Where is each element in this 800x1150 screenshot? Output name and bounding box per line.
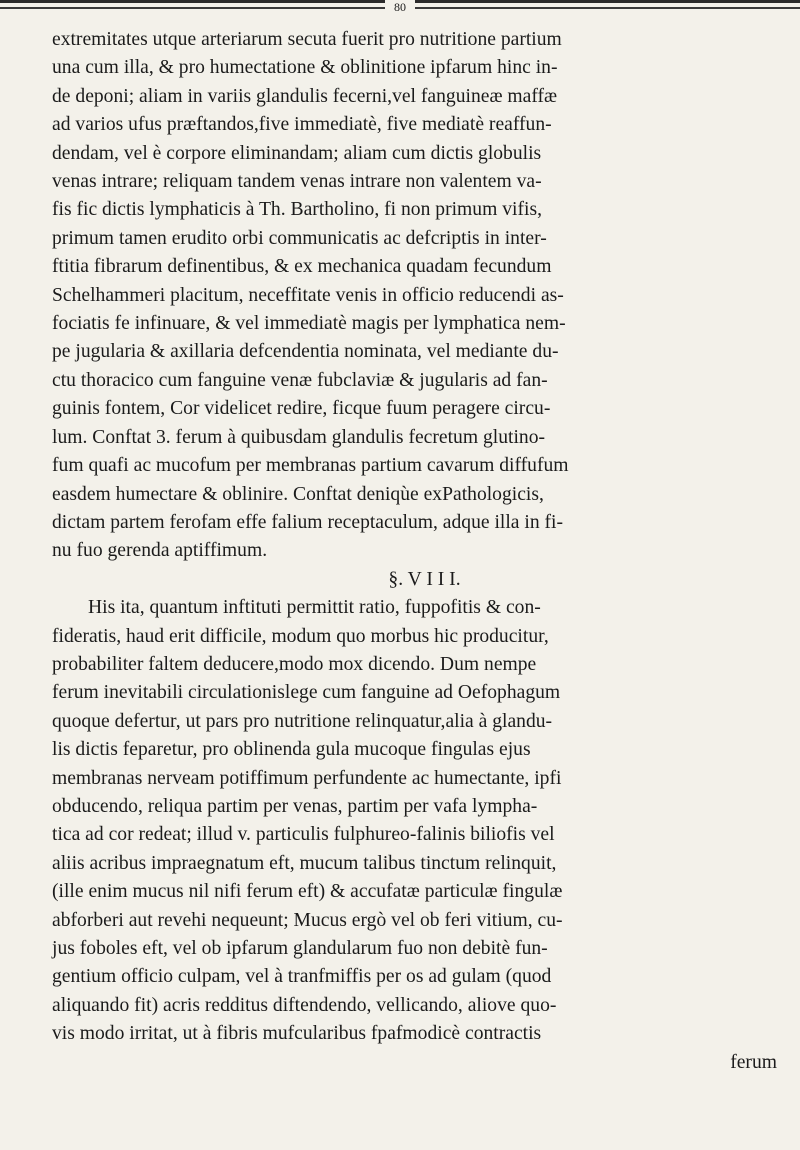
text-line: dendam, vel è corpore eliminandam; aliam cum dictis globulis (52, 142, 542, 164)
text-line: primum tamen erudito orbi communicatis ac defcriptis in inter- (52, 227, 547, 249)
text-line: guinis fontem, Cor videlicet redire, ficque fuum peragere circu- (52, 398, 551, 420)
text-line: ad varios ufus præftandos,five immediatè, five mediatè reaffun- (52, 114, 552, 136)
text-line: pe jugularia & axillaria defcendentia nominata, vel mediante du- (52, 341, 559, 363)
catchword: ferum (730, 1051, 777, 1073)
text-line: ferum inevitabili circulationislege cum fanguine ad Oefophagum (52, 682, 561, 704)
text-line: nu fuo gerenda aptiffimum. (52, 540, 268, 562)
text-line: ctu thoracico cum fanguine venæ fubclaviæ & jugularis ad fan- (52, 369, 548, 391)
text-line: extremitates utque arteriarum secuta fuerit pro nutritione partium (52, 29, 562, 50)
text-line: (ille enim mucus nil nifi ferum eft) & accufatæ particulæ fingulæ (52, 881, 563, 903)
text-line: probabiliter faltem deducere,modo mox dicendo. Dum nempe (52, 653, 537, 675)
section-heading: §. V I I I. (388, 568, 461, 590)
text-line: lum. Conftat 3. ferum à quibusdam glandulis fecretum glutino- (52, 426, 546, 448)
text-line: fis fic dictis lymphaticis à Th. Bartholino, fi non primum vifis, (52, 199, 542, 221)
text-line: tica ad cor redeat; illud v. particulis fulphureo-falinis biliofis vel (52, 824, 555, 846)
text-line: una cum illa, & pro humectatione & oblinitione ipfarum hinc in- (52, 57, 558, 79)
text-line: venas intrare; reliquam tandem venas intrare non valentem va- (52, 171, 542, 193)
text-line: membranas nerveam potiffimum perfundente ac humectante, ipfi (52, 767, 562, 789)
text-line: obducendo, reliqua partim per venas, partim per vafa lympha- (52, 795, 538, 817)
text-line: abforberi aut revehi nequeunt; Mucus ergò vel ob feri vitium, cu- (52, 909, 563, 931)
text-line: jus foboles eft, vel ob ipfarum glandularum fuo non debitè fun- (52, 938, 548, 959)
text-line: fum quafi ac mucofum per membranas partium cavarum diffufum (52, 455, 569, 477)
text-line: His ita, quantum inftituti permittit ratio, fuppofitis & con- (88, 597, 541, 619)
page-number: 80 (385, 0, 415, 14)
text-line: aliquando fit) acris redditus diftendendo, vellicando, aliove quo- (52, 994, 557, 1016)
text-line: de deponi; aliam in variis glandulis fecerni,vel fanguineæ maffæ (52, 85, 558, 107)
text-line: lis dictis feparetur, pro oblinenda gula mucoque fingulas ejus (52, 739, 531, 761)
text-line: ftitia fibrarum definentibus, & ex mechanica quadam fecundum (52, 256, 552, 278)
text-line: quoque defertur, ut pars pro nutritione relinquatur,alia à glandu- (52, 710, 553, 732)
text-line: fociatis fe infinuare, & vel immediatè magis per lymphatica nem- (52, 313, 566, 335)
text-line: vis modo irritat, ut à fibris mufcularibus fpafmodicè contractis (52, 1023, 542, 1045)
text-line: easdem humectare & oblinire. Conftat deniqùe exPathologicis, (52, 483, 544, 505)
body-text (52, 26, 797, 1077)
text-line: gentium officio culpam, vel à tranfmiffis per os ad gulam (quod (52, 966, 552, 988)
text-line: dictam partem ferofam effe falium receptaculum, adque illa in fi- (52, 511, 564, 533)
text-line: Schelhammeri placitum, neceffitate venis in officio reducendi as- (52, 284, 564, 306)
text-line: fideratis, haud erit difficile, modum quo morbus hic producitur, (52, 625, 549, 647)
text-line: aliis acribus impraegnatum eft, mucum talibus tinctum relinquit, (52, 852, 557, 874)
